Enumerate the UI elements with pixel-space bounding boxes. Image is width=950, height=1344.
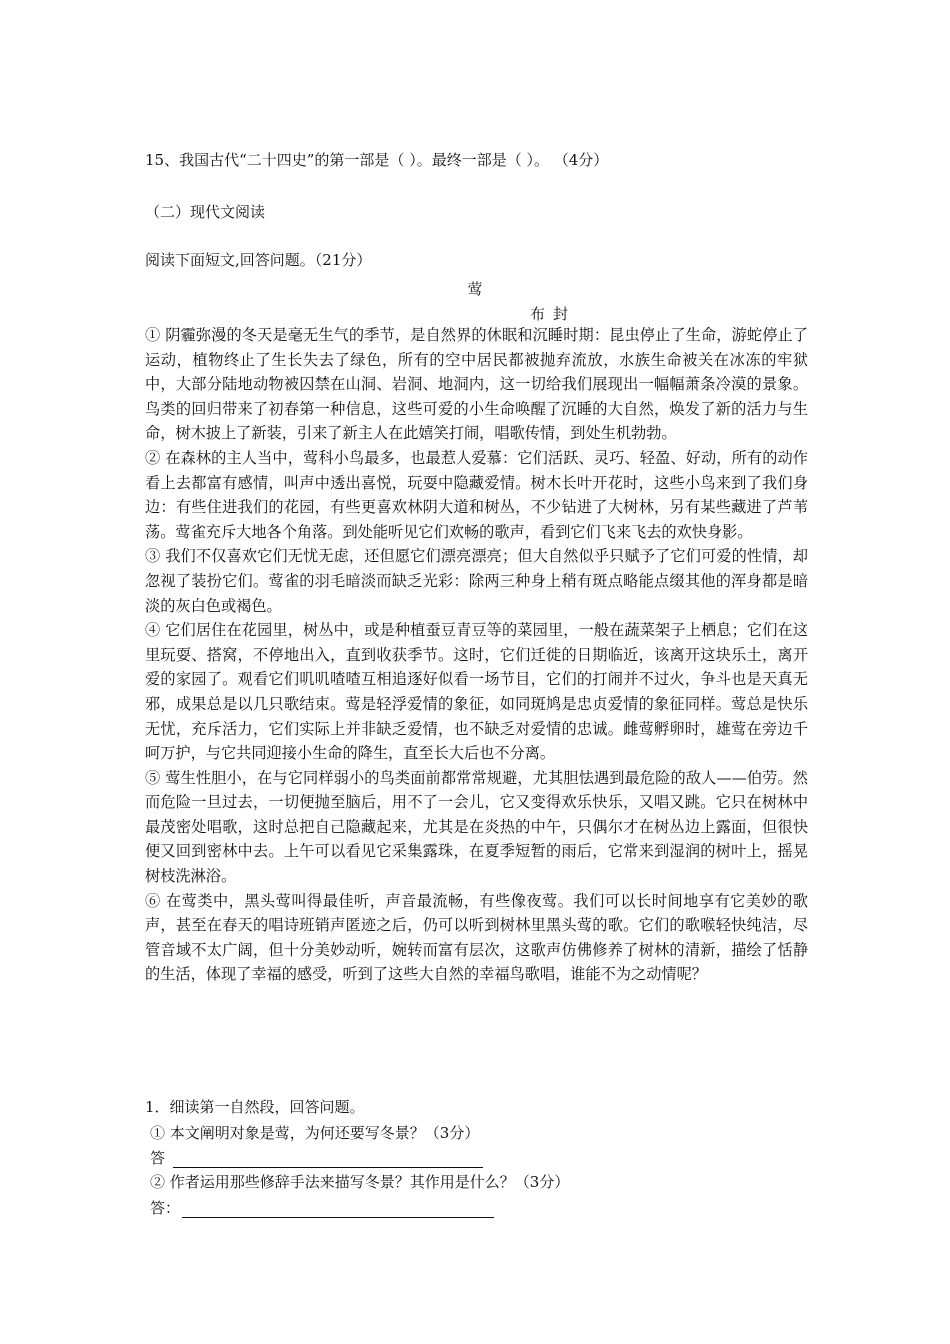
answer-line-1 [150,1148,850,1168]
question-1-1: ① 本文阐明对象是莺，为何还要写冬景？（3分） [150,1124,480,1142]
question-1: 1．细读第一自然段，回答问题。 [145,1098,365,1116]
question-1-2: ② 作者运用那些修辞手法来描写冬景？其作用是什么？（3分） [150,1173,570,1191]
answer-blank-2[interactable] [182,1201,494,1218]
article-paragraph-5: ⑤ 莺生性胆小，在与它同样弱小的鸟类面前都常常规避，尤其胆怯遇到最危险的敌人——伯劳。然而危险一旦过去，一切便抛至脑后，用不了一会儿，它又变得欢乐快乐，又唱又跳。它只在树林中最茂密处唱歌，这时总把自己隐藏起来，尤其是在炎热的中午，只偶尔才在树丛边上露面，但很快便又回到密林中去。上午可以看见它采集露珠，在夏季短暂的雨后，它常来到湿润的树叶上，摇晃树枝洗淋浴。 [145,768,808,886]
article-paragraph-2: ② 在森林的主人当中，莺科小鸟最多，也最惹人爱慕：它们活跃、灵巧、轻盈、好动，所有的动作看上去都富有感情，叫声中透出喜悦，玩耍中隐藏爱情。树木长叶开花时，这些小鸟来到了我们身边：有些住进我们的花园，有些更喜欢林阴大道和树丛，不少钻进了大树林，另有某些藏进了芦苇荡。莺雀充斥大地各个角落。到处能听见它们欢畅的歌声，看到它们飞来飞去的欢快身影。 [145,448,808,541]
answer-label-1: 答 [150,1149,166,1167]
article-body [145,323,808,987]
article-paragraph-4: ④ 它们居住在花园里，树丛中，或是种植蚕豆青豆等的菜园里，一般在蔬菜架子上栖息；它们在这里玩耍、搭窝，不停地出入，直到收获季节。这时，它们迁徙的日期临近，该离开这块乐土，离开爱的家园了。观看它们叽叽喳喳互相追逐好似看一场节目，它们的打闹并不过火，争斗也是天真无邪，成果总是以几只歌结束。莺是轻浮爱情的象征，如同斑鸠是忠贞爱情的象征同样。莺总是快乐无忧，充斥活力，它们实际上并非缺乏爱情，也不缺乏对爱情的忠诚。雌莺孵卵时，雄莺在旁边千呵万护，与它共同迎接小生命的降生，直至长大后也不分离。 [145,621,808,763]
answer-line-2 [150,1198,850,1218]
answer-label-2: 答： [150,1199,181,1217]
article-paragraph-3: ③ 我们不仅喜欢它们无忧无虑，还但愿它们漂亮漂亮；但大自然似乎只赋予了它们可爱的性情，却忽视了装扮它们。莺雀的羽毛暗淡而缺乏光彩：除两三种身上稍有斑点略能点缀其他的浑身都是暗淡的灰白色或褐色。 [145,547,808,615]
reading-instruction: 阅读下面短文,回答问题。（21分） [145,251,372,269]
question-15: 15、我国古代“二十四史”的第一部是（ ）。最终一部是（ ）。 （4分） [145,151,609,169]
article-paragraph-1: ① 阴霾弥漫的冬天是毫无生气的季节，是自然界的休眠和沉睡时期：昆虫停止了生命，游蛇停止了运动，植物终止了生长失去了绿色，所有的空中居民都被抛弃流放，水族生命被关在冰冻的牢狱中，大部分陆地动物被囚禁在山洞、岩洞、地洞内，这一切给我们展现出一幅幅萧条冷漠的景象。鸟类的回归带来了初春第一种信息，这些可爱的小生命唤醒了沉睡的大自然，焕发了新的活力与生命，树木披上了新装，引来了新主人在此嬉笑打闹，唱歌传情，到处生机勃勃。 [145,326,808,443]
article-author: 布封 [530,305,577,323]
answer-blank-1[interactable] [173,1151,483,1168]
section-heading: （二）现代文阅读 [145,203,266,221]
article-title: 莺 [467,280,483,298]
article-paragraph-6: ⑥ 在莺类中，黑头莺叫得最佳听，声音最流畅，有些像夜莺。我们可以长时间地享有它美妙的歌声，甚至在春天的唱诗班销声匿迹之后，仍可以听到树林里黑头莺的歌。它们的歌喉轻快纯洁，尽管音域不太广阔，但十分美妙动听，婉转而富有层次，这歌声仿佛修养了树林的清新，描绘了恬静的生活，体现了幸福的感受，听到了这些大自然的幸福鸟歌唱，谁能不为之动情呢？ [145,891,808,984]
